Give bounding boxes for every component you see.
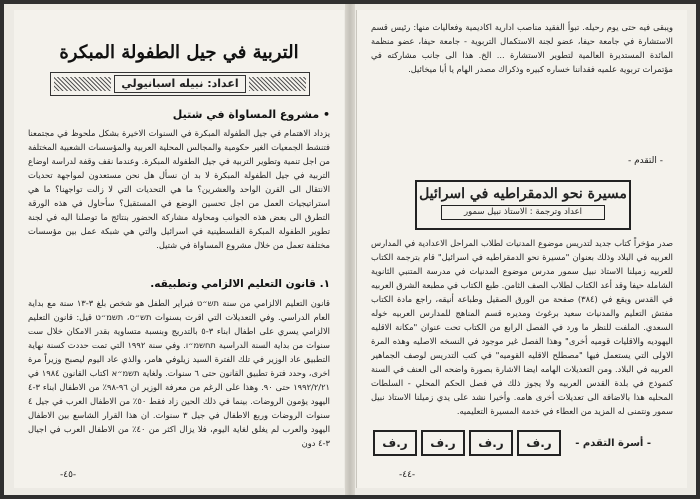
signature-bottom: - أسرة التقدم - <box>575 438 651 449</box>
paragraph-law: قانون التعليم الالزامي من سنة תש״ט فبراير الطفل هو شخص بلغ ٣-١٣ سنة مع بداية العام الدراسي. وفي التعديلات التي اقرت بسنوات תש״ס، תשמ״ט قيل: قانون التعليم الالزامي يسري على اطفال ابناء ٣-٥ بالتدريج وبنسبة متساوية بقدر الامكان خلال ست سنوات من بداية السنة الدراسية תחשמ״ו. وفي سنة ١٩٩٢ التي تمت حددت كسنة نهاية التطبيق عاد الوزير في تلك الفترة السيد زيلوفي هامر، والذي عاد اليوم ليصبح وزيراً مرة اخرى، وحدد فترة تطبيق القانون حتى ٦ سنوات. ولغاية תשמ״א اكتاب القانون ١٩٨٤ في ١٩٩٢/٢/٢١ حتى ٩٠. وهذا على الرغم من معرفة الوزير ان ٩٦-٩٨٪ من الاطفال ابناء ٣-٤ اليهود يؤمون الروضات. بينما في ذلك الحين زاد فقط ٥٠٪ من الاطفال العرب في جيل ٤ سنوات الروضات وربع الاطفال في جيل ٣ سنوات. ان هذا القرار الشاسع بين الاطفال اليهود والعرب لم يغلق لغاية اليوم، فلا يزال اكثر من ٤٠٪ من الاطفال العرب في اجيال ٣-٤ دون <box>28 298 330 448</box>
book-spread <box>4 4 696 495</box>
stamp-box: ر.ف <box>469 430 513 456</box>
page-right <box>356 10 687 488</box>
paragraph-intro: يزداد الاهتمام في جيل الطفولة المبكرة في السنوات الاخيرة بشكل ملحوظ في مجتمعنا فتنشط الجمعيات الغير حكومية والمجالس المحلية العربية والمؤسسات الشعبية المختلفة من اجل تنمية وتطوير التربية في جيل الطفولة المبكرة. وعندما نقف وقفة لدراسة اوضاع التربية في جيل الطفولة المبكرة لا بد ان نسأل هل نحن مستعدون لمواجهة تحديات الانتقال الى القرن الواحد والعشرين؟ ما هي التحديات التي لا زالت تواجهنا؟ ما هي استراتيجيات العمل من اجل تحسين الوضع في المستقبل؟ سأحاول في هذه الورقة التطرق الى بعض هذه الجوانب ومحاولة مشاركة الحضور بنتائج ما توصلنا اليه في لجنة تطوير الطفولة المبكرة الفلسطينية في اسرائيل والتي هي شبكة عمل بين مؤسسات مختلفة تعمل من خلال مشروع المساواة في شتيل. <box>28 128 330 250</box>
author-banner <box>50 72 310 96</box>
book-announcement-box <box>415 180 631 230</box>
page-left <box>14 10 344 488</box>
page-number-left: -٤٥- <box>60 470 77 480</box>
stamp-box: ر.ف <box>373 430 417 456</box>
article-title: التربية في جيل الطفولة المبكرة <box>59 42 299 63</box>
book-title: مسيرة نحو الدمقراطيه في اسرائيل <box>419 186 627 202</box>
hatch-decoration <box>54 77 111 91</box>
author-name: اعداد: نبيله اسبانيولي <box>114 75 245 93</box>
hatch-decoration <box>249 77 306 91</box>
stamp-box: ر.ف <box>421 430 465 456</box>
book-review-text: صدر مؤخراً كتاب جديد لتدريس موضوع المدنيات لطلاب المراحل الاعدادية في المدارس العربيه في البلاد وذلك بعنوان "مسيرة نحو الدمقراطيه في اسرائيل" قام بترجمة الكتاب للعربيه زميلنا الاستاذ نبيل سمور مدرس موضوع المدنيات في مدرسة المتنبي الثانوية الشاملة حيفا وقد أعد الكتاب لطلاب الصف الثامن. طبع الكتاب في مطبعة الشرق العربيه في القدس ويقع في (٣٨٤) صفحة من الورق الصقيل وطباعة أنيقه، راجع مادة الكتاب مفتش التعليم والمدنيات سعيد برغوث ومديره قسم المناهج للمدارس العربيه خوله السعدي. الملفت للنظر ما ورد في الفصل الرابع من الكتاب تحت عنوان "مكانة الاقليه اليهوديه والاقليات قوميه أخرى" وهذا الفصل غير موجود في النسخه الاصليه وهذه المرة الاولى التي يستعمل فيها "مصطلح الاقليه القوميه" في كتب التدريس لوصف الجماهير العربيه في البلاد. ومن التعديلات الهامه ايضا الاشارة بصورة واضحه الى العنف في السنة كنموذج في بلدة القدس العربيه ولا يجوز ذلك في فصل الحكم المحلي - السلطات المحليه هذا بالاضافة الى تعديلات أخرى هامه. وأخيرا نشد على يدي زميلنا الاستاذ نبيل سمور ونتمنى له المزيد من العطاء في خدمة المسيرة التعليميه. <box>371 238 673 416</box>
stamp-boxes <box>373 430 561 456</box>
book-translator: اعداد وترجمة : الاستاذ نبيل سمور <box>441 205 605 220</box>
stamp-box: ر.ف <box>517 430 561 456</box>
section-heading-equality: • مشروع المساواة في شتيل <box>172 108 330 121</box>
book-gutter <box>345 4 355 495</box>
signature-top: - التقدم - <box>627 156 663 166</box>
section-heading-law: ١. قانون التعليم الالزامي وتطبيقه. <box>150 278 330 290</box>
obituary-text: ويبقى فيه حتى يوم رحيله. تبوأ الفقيد مناصب ادارية اكاديمية وفعاليات منها: رئيس قسم الاستشارة في جامعة حيفا، عضو لجنة الاستكمال التربوية - جامعة حيفا، عضو منظمة المائدة المستديرة العالمية لتطوير الاستشارة ... الخ. هذا الى جانب مشاركته في مؤتمرات تربوية علميه فقداننا خساره كبيره وذكراك مصدر الهام يا أبا ميخائيل. <box>371 22 673 74</box>
page-number-right: -٤٤- <box>399 470 416 480</box>
